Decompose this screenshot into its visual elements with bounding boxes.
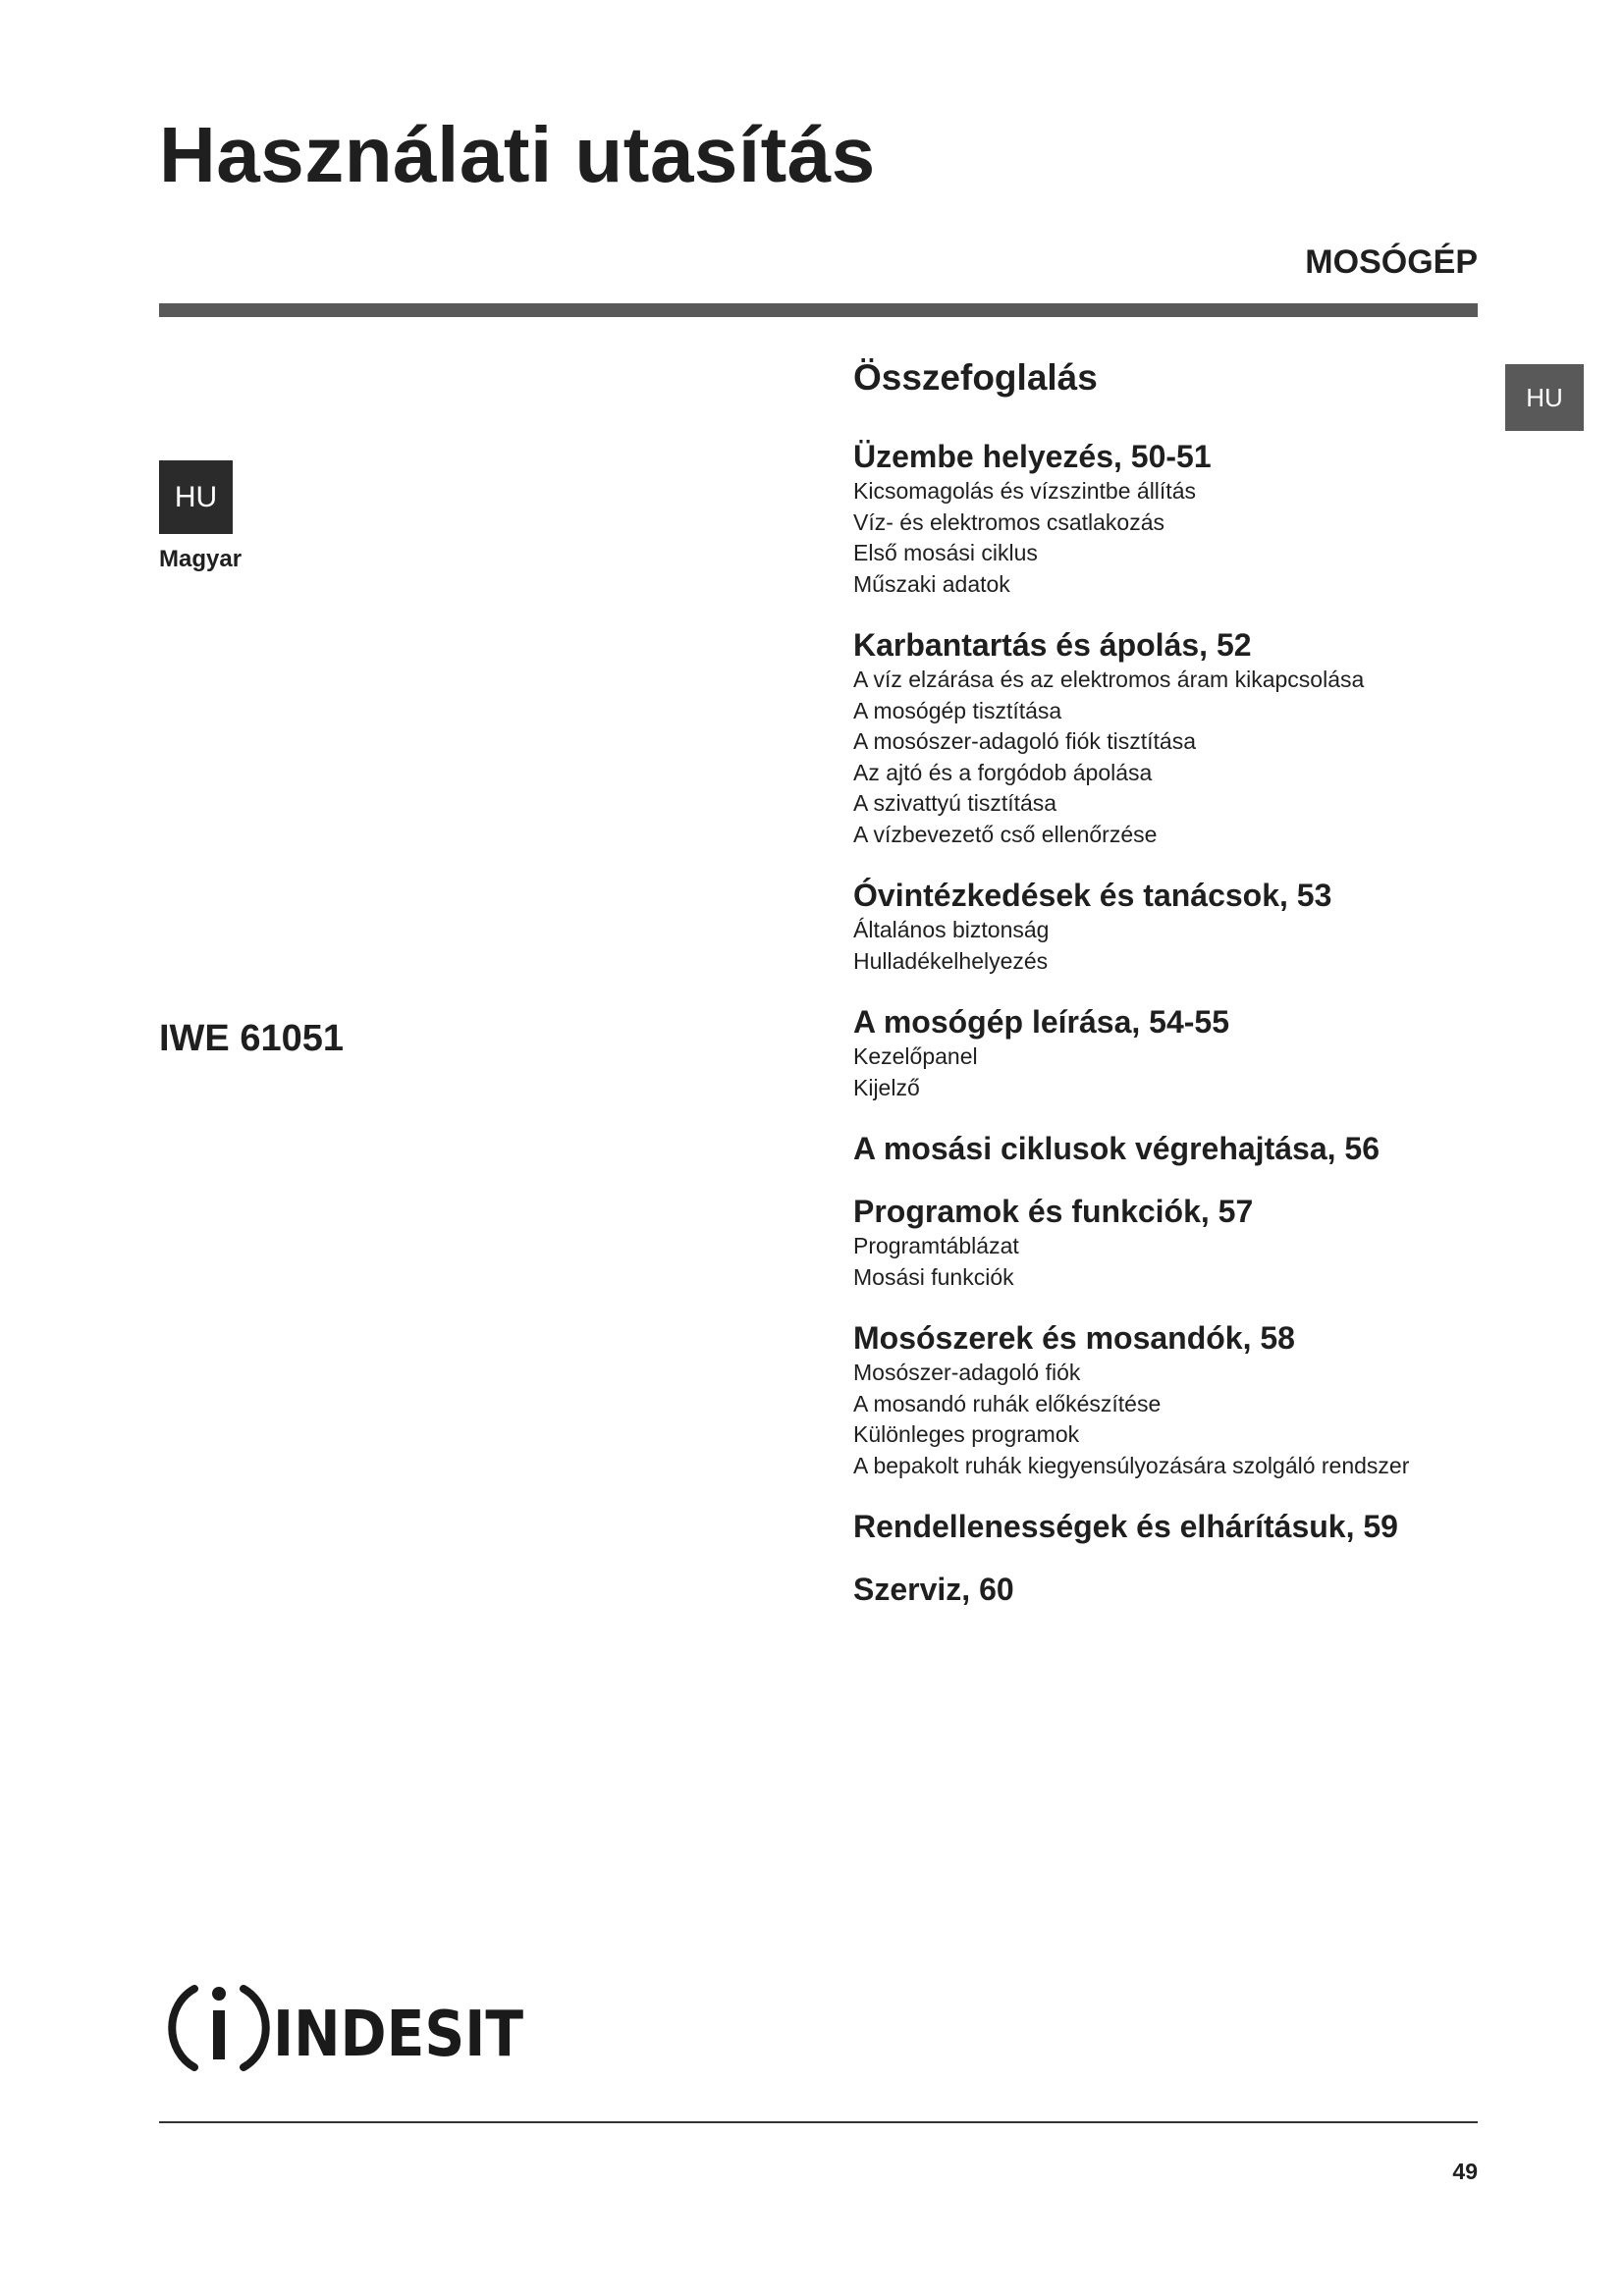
toc-item: A szivattyú tisztítása <box>853 790 1057 816</box>
product-type: MOSÓGÉP <box>1305 243 1478 281</box>
toc-section <box>853 1004 1482 1103</box>
toc-section <box>853 1572 1482 1607</box>
indesit-logo-graphic <box>157 1969 530 2077</box>
toc-item: Kicsomagolás és vízszintbe állítás <box>853 478 1196 504</box>
toc-section-title: Szerviz, 60 <box>853 1572 1014 1607</box>
toc-section-title: Üzembe helyezés, 50-51 <box>853 439 1212 474</box>
language-side-tab: HU <box>1505 364 1584 431</box>
toc-sections <box>853 439 1482 1607</box>
language-badge: HU <box>159 460 233 534</box>
toc-item: A bepakolt ruhák kiegyensúlyozására szolgáló rendszer <box>853 1452 1410 1478</box>
toc-title: Összefoglalás <box>853 357 1098 398</box>
toc-section <box>853 878 1482 977</box>
toc-section-title: A mosógép leírása, 54-55 <box>853 1004 1229 1040</box>
toc-section-title: Rendellenességek és elhárításuk, 59 <box>853 1509 1398 1544</box>
toc-item: A mosandó ruhák előkészítése <box>853 1390 1162 1416</box>
table-of-contents <box>853 356 1482 1634</box>
toc-item: Kezelőpanel <box>853 1043 978 1069</box>
toc-section-title: Karbantartás és ápolás, 52 <box>853 627 1252 663</box>
language-name: Magyar <box>159 546 243 572</box>
toc-item: Programtáblázat <box>853 1233 1019 1258</box>
toc-section-title: Programok és funkciók, 57 <box>853 1194 1254 1229</box>
indesit-logo <box>157 1969 530 2077</box>
toc-section <box>853 627 1482 850</box>
toc-item: A víz elzárása és az elektromos áram kikapcsolása <box>853 667 1365 692</box>
header-divider <box>159 303 1478 317</box>
page-number: 49 <box>1452 2159 1478 2184</box>
toc-item: Az ajtó és a forgódob ápolása <box>853 759 1153 785</box>
toc-item: Különleges programok <box>853 1421 1080 1447</box>
toc-section <box>853 1320 1482 1481</box>
toc-section <box>853 1194 1482 1293</box>
toc-section-title: Óvintézkedések és tanácsok, 53 <box>853 878 1332 913</box>
footer-divider <box>159 2121 1478 2123</box>
model-number: IWE 61051 <box>159 1018 344 1059</box>
toc-item: A mosószer-adagoló fiók tisztítása <box>853 728 1196 754</box>
toc-section-title: Mosószerek és mosandók, 58 <box>853 1320 1295 1356</box>
toc-item: Víz- és elektromos csatlakozás <box>853 508 1165 535</box>
toc-section-title: A mosási ciklusok végrehajtása, 56 <box>853 1131 1380 1166</box>
brand-name: INDESIT <box>273 1999 524 2071</box>
toc-item: Mosószer-adagoló fiók <box>853 1360 1081 1385</box>
toc-item: Általános biztonság <box>853 917 1050 942</box>
toc-item: A vízbevezető cső ellenőrzése <box>853 821 1158 847</box>
toc-section <box>853 1509 1482 1544</box>
toc-item: Kijelző <box>853 1074 920 1100</box>
toc-item: Mosási funkciók <box>853 1263 1014 1290</box>
toc-section <box>853 439 1482 600</box>
toc-item: Hulladékelhelyezés <box>853 947 1049 974</box>
toc-item: Első mosási ciklus <box>853 540 1038 565</box>
page-title: Használati utasítás <box>159 111 876 198</box>
toc-section <box>853 1131 1482 1166</box>
toc-item: Műszaki adatok <box>853 570 1010 597</box>
toc-item: A mosógép tisztítása <box>853 697 1062 723</box>
